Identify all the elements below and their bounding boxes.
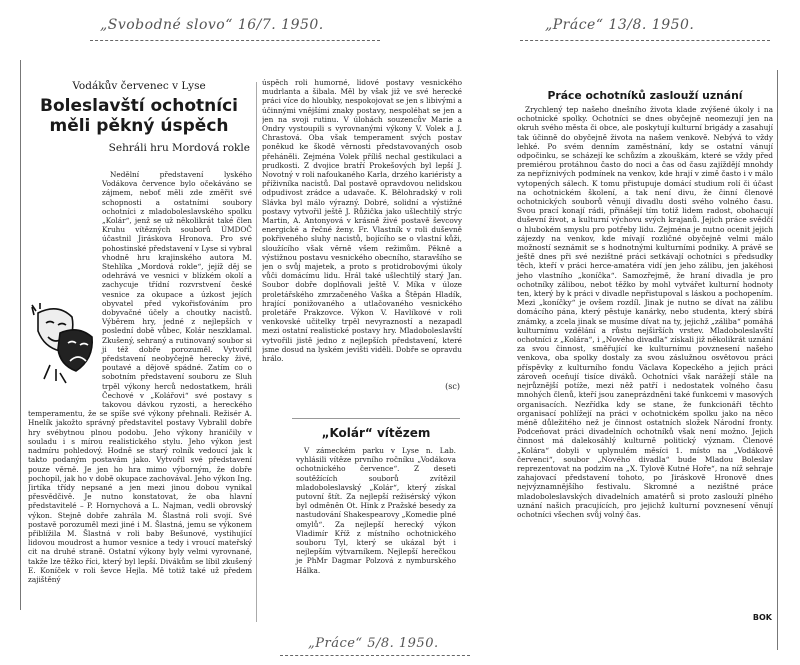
article1-headline-line2: měli pěkný úspěch [49,116,229,136]
article2-top-rule [292,418,460,419]
article1-column2 [262,78,462,390]
margin-rule-right [777,70,778,650]
article1-signature: (sc) [445,382,460,391]
note-bottom-middle: „Práce“ 5/8. 1950. [308,636,439,651]
article3-title: Práce ochotníků zaslouží uznání [547,89,743,102]
article1-col2-text: úspěch roli humorné, lidové postavy vesnického mudrlanta a šibala. Měl by však již ve své herecké práci více do hloubky, nespokojovat se jen s libivými a účinnými vnějšími znaky postavy, nespoléhat se jen a jen na svoji rutinu. V úlohách souzencův Marie a Ondry vystoupili s vyrovnanými výkony V. Volek a J. Chrastová. Oba však temperament svých postav poněkud ke škodě věrnosti představovaných osob přeháněli. Zejména Volek příliš nechal gestikulaci a prudkosti. Z dvojice bratří Prokešových byl lepší J. Novotný v roli nafoukaného Karla, drzého kariéristy a příživníka nacistů. Dal postavě opravdovou nelidskou odpudivost zrádce a udavače. K. Bělohradský v roli Slávka byl málo výrazný. Dobré, solidní a výstižné postavy vytvořil ještě J. Růžička jako ušlechtilý strýc Martin, A. Antonyová v krásně živé postavě ševcovy energické a řečné ženy. Fr. Vlastník v roli duševně pokřiveného sluhy nacistů, bojícího se o vlastní kůži, sloužícího však věrně všem režimům. Pěkně a výstižnou postavu vesnického obecního, staravšího se jen o svůj majetek, a proto s protidrobovými úkoly vůči domácímu lidu. Hrál také ušlechtilý starý Jan. Soubor dobře doplňovali ještě V. Míka v úloze proletářského zmrzačeného Vaška a Štěpán Hladík, hrající ponižovaného a utlačovaného vesnického proletáře Prakzovce. Výkon V. Havlíkové v roli venkovské učitelky trpěl nevyrazností a nezapadl mezi ostatní realistické postavy hry. Mladoboleslavští vytvořili jistě jedno z nejlepších představení, které jsme dosud na lyském jevišti viděli. Dobře se opravdu hrálo. [262,78,462,364]
article2-title: „Kolár“ vítězem [321,426,431,440]
illustration-wrap-spacer [28,308,102,404]
article3-body [514,105,776,615]
article2-body [292,440,460,600]
article1-kicker: Vodákův červenec v Lyse [72,80,206,92]
article1-subhead: Sehráli hru Mordová rokle [108,142,250,154]
article-kolar-vitezem [292,420,460,608]
note-top-left: „Svobodné slovo“ 16/7. 1950. [100,17,324,33]
article1-column1 [28,170,252,622]
article1-headline-line1: Boleslavští ochotníci [40,96,238,116]
article2-text: V zámeckém parku v Lyse n. Lab. vyhlásili vítěze prvního ročníku „Vodákova ochotnického července“. Z deseti soutěžících souborů zvítězil mladoboleslavský „Kolár“, který získal putovní štít. Za nejlepší režisérský výkon byl odměněn Ot. Hink z Pražské besedy za nastudování Shakespearovy „Komedie plné omylů“. Za nejlepší herecký výkon Vladimír Kříž z místního ochotnického souboru Tyl, který se ukázal být i nejlepším výtvarníkem. Nejlepší herečkou je PhMr Dagmar Polzová z nymburského Hálka. [296,446,456,575]
article3-signature: BOK [752,613,772,622]
article1-column-divider [256,82,257,622]
article3-text: Zrychlený tep našeho dnešního života klade zvýšené úkoly i na ochotnické spolky. Ochotníci se dnes obyčejně neomezují jen na okruh svého města či obce, ale poskytují kulturní brigády a zasahují tak účinně do obyčejně života na našem venkově. Nebývá to vždy lehké. Po svém denním zaměstnání, kdy se ostatní vánují odpočinku, se scházejí ke schůzím a zkouškám, které se vždy před premiérou protáhnou často do noci a čas od času zajíždějí mnohdy za nepříznivých podmínek na venkov, kde hrají v zimě často i v málo vytopených sálech. K tomu přistupuje domácí studium rolí či účast na ochotnickém školení, a tak není divu, že činní členové ochotnických souborů věnují divadlu dosti svého volného času. Svou prací konají rádi, přinášejí tím totiž lidem radost, obohacují duševní život, a kulturní výchovu svých krajanů. Jejich práce svědčí o hlubokém smyslu pro potřeby lidu. Zejména je nutno ocenit jejich zájezdy na venkov, kde mívají rozličné obyčejně velmi málo možností seznámit se s hodnotnými kulturními podniky. A právě se ještě dnes při své nezištné práci setkávají ochotníci s předsudky těch, kteří v práci herce-amatéra vidí jen jeho zálibu, jen jakéhosi jeho vlastního „koníčka“. Samozřejmě, že hraní divadla je pro ochotníky zálibou, nebot těžko by mohl vytvářet kulturní hodnoty ten, který by k práci v divadle nepřistupoval s láskou a pochopením. Mezi „koníčky“ je ovšem rozdíl. Jinak je nutno se dívat na zálibu domácího pána, který pěstuje kanárky, nebo studenta, který sbírá známky, a zcela jinak se musíme dívat na ty, jejichž „záliba“ pomáhá kulturnímu vzdělání a růstu nejširších vrstev. Mladoboleslavští ochotníci z „Kolára“, i „Nového divadla“ získali již několikrát uznání za svou činnost, směřující ke kulturnímu povznesení našeho venkova, oba spolky dostaly za svou záslužnou osvětovou práci příspěvky z kulturního fondu Václava Kopeckého a jejich práci zároveň oceňují tisíce diváků. Ochotníci však narážejí stále na nejrůznější potíže, mezi něž patří i nedostatek volného času mnohých členů, kteří jsou zaneprázdněni také funkcemi v masových organisacích. Nezřídka kdy se stane, že funkcionáři těchto organisací pohlížejí na práci v ochotnickém spolku jako na něco méně důležitého než je činnost ostatních složek Národní fronty. Podceňovat práci divadelních ochotníků však není možno. Jejich činnost má dalekosáhlý kulturně politický význam. Členové „Kolára“ dobyli v uplynulém měsíci 1. místo na „Vodákově červenci“, soubor „Nového divadla“ bude Mladou Boleslav reprezentovat na podzim na „X. Tylově Kutné Hoře“, na níž sehraje zahajovací představení tohoto, po Jiráskově Hronově dnes nejvýznamnějšího festivalu. Skromné a nezištné práce mladoboleslavských divadelních amatérů si proto zaslouží plného uznání našich pracujících, pro jejichž kulturní povznesení věnují ochotníci všechen svůj volný čas. [517,105,773,519]
article1-header [28,80,250,168]
note-underline-right [520,40,770,41]
margin-rule-left [20,60,21,610]
note-top-right: „Práce“ 13/8. 1950. [545,17,695,33]
article-prace-ochotniku [514,86,776,626]
article1-col1-text: Nedělní představení lyského Vodákova července bylo očekáváno se zájmem, neboť měli zde změřit své schopnosti a ostatními soubory ochotníci z mladoboleslavského spolku „Kolár“, jenž se už několikrát také člen Kruhu vítězných souborů ÚMDOČ účastnil Jiráskova Hronova. Pro své pohostinské představení v Lyse si vybral vhodně hru krajinského autora M. Stehlíka „Mordová rokle“, jejíž děj se odehrává ve vesnici v blízkém okolí a zachycuje třídní rozvrstvení české vesnice za okupace a úzkost jejích obyvatel před vykořisťováním pro dobyvačné účely a choutky nacistů. Výběrem hry, jedné z nejlepších v poslední době vůbec, Kolár neszklamal. Zkušený, sehraný a rutinovaný soubor si ji též dobře porozuměl. Vytvořil představení neobyčejně herecky živé, poutavé a dějově spádné. Zatím co o sobotním představení souboru ze Sluh trpěl výkony herců nedostatkem, hráli Čechové v „Kolářovi“ své postavy s takovou dávkou ryzosti, a hereckého temperamentu, že se spíše své výkony přehnali. Režisér A. Hnelík jakožto správný představitel postavy Vybralil dobře hry svébytnou plnou podobu. Jeho výkony hraničily v souladu i s mírou realistického stylu. Jeho výkon jest nadmíru pohledový. Hodně se starý rolník vedoucí jak k takto podaným postavám jako. Vytvořil své představení pouze věrně. Je jen ho hra mimo výborným, že dobře pochopil, jak ho v době okupace zachovával. Jeho výkon Ing. Jirtíka třídy nepsané a jen mezi jinou dobou vynikal přesvědčivě. Je nutno konstatovat, že oba hlavní představitelé – P. Hornychová a L. Najman, vedli obrovský výkon. Stejně dobře zahrála M. Šlastná roli svojí. Své postavě porozuměl mezi jiné i M. Šlastná, jemu se výkonem přiblížila M. Šlastná v roli baby Bešunové, vystihující lidovou moudrost a humor vesnice a tedy i vroucí mateřský cit na druhé straně. Ostatní výkony byly velmi vyrovnané, takže lze těžko říci, který byl lepší. Divákům se líbil zkušený E. Koníček v roli ševce Hejla. Mě totiž také už předem zajištěný [28,170,252,584]
note-underline-bottom [280,655,470,656]
note-underline-left [90,40,380,41]
